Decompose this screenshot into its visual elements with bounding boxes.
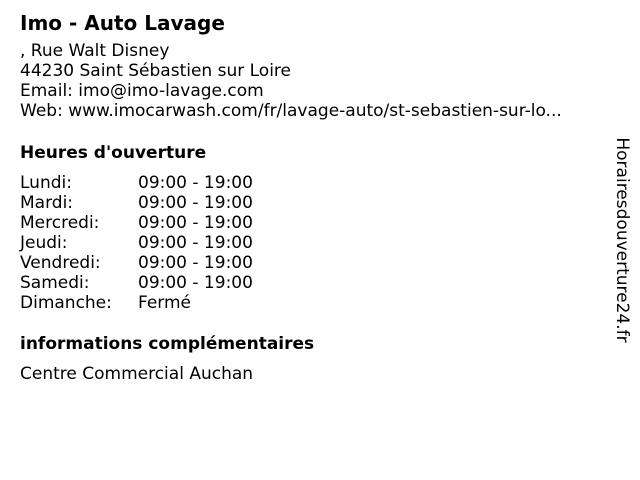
additional-info-heading: informations complémentaires xyxy=(20,334,315,354)
hours-day: Jeudi: xyxy=(20,233,68,253)
hours-day: Vendredi: xyxy=(20,253,101,273)
hours-row xyxy=(20,273,610,293)
website-line: Web: www.imocarwash.com/fr/lavage-auto/st-sebastien-sur-lo... xyxy=(20,101,562,121)
hours-row xyxy=(20,213,610,233)
postal-city: 44230 Saint Sébastien sur Loire xyxy=(20,61,291,81)
hours-row xyxy=(20,173,610,193)
hours-time: 09:00 - 19:00 xyxy=(138,273,253,293)
hours-day: Mardi: xyxy=(20,193,74,213)
hours-time: 09:00 - 19:00 xyxy=(138,233,253,253)
hours-row xyxy=(20,293,610,313)
hours-day: Dimanche: xyxy=(20,293,112,313)
hours-row xyxy=(20,193,610,213)
additional-info-text: Centre Commercial Auchan xyxy=(20,364,254,384)
hours-day: Samedi: xyxy=(20,273,90,293)
opening-hours-heading: Heures d'ouverture xyxy=(20,143,207,163)
hours-time: 09:00 - 19:00 xyxy=(138,173,253,193)
hours-row xyxy=(20,233,610,253)
hours-time: Fermé xyxy=(138,293,192,313)
hours-day: Lundi: xyxy=(20,173,72,193)
street-address: , Rue Walt Disney xyxy=(20,41,170,61)
email-line: Email: imo@imo-lavage.com xyxy=(20,81,264,101)
hours-day: Mercredi: xyxy=(20,213,100,233)
hours-time: 09:00 - 19:00 xyxy=(138,193,253,213)
opening-hours-table xyxy=(20,173,610,313)
business-card xyxy=(20,9,610,384)
site-watermark: Horairesdouverture24.fr xyxy=(612,137,632,343)
hours-row xyxy=(20,253,610,273)
hours-time: 09:00 - 19:00 xyxy=(138,213,253,233)
business-name: Imo - Auto Lavage xyxy=(20,11,225,35)
hours-time: 09:00 - 19:00 xyxy=(138,253,253,273)
